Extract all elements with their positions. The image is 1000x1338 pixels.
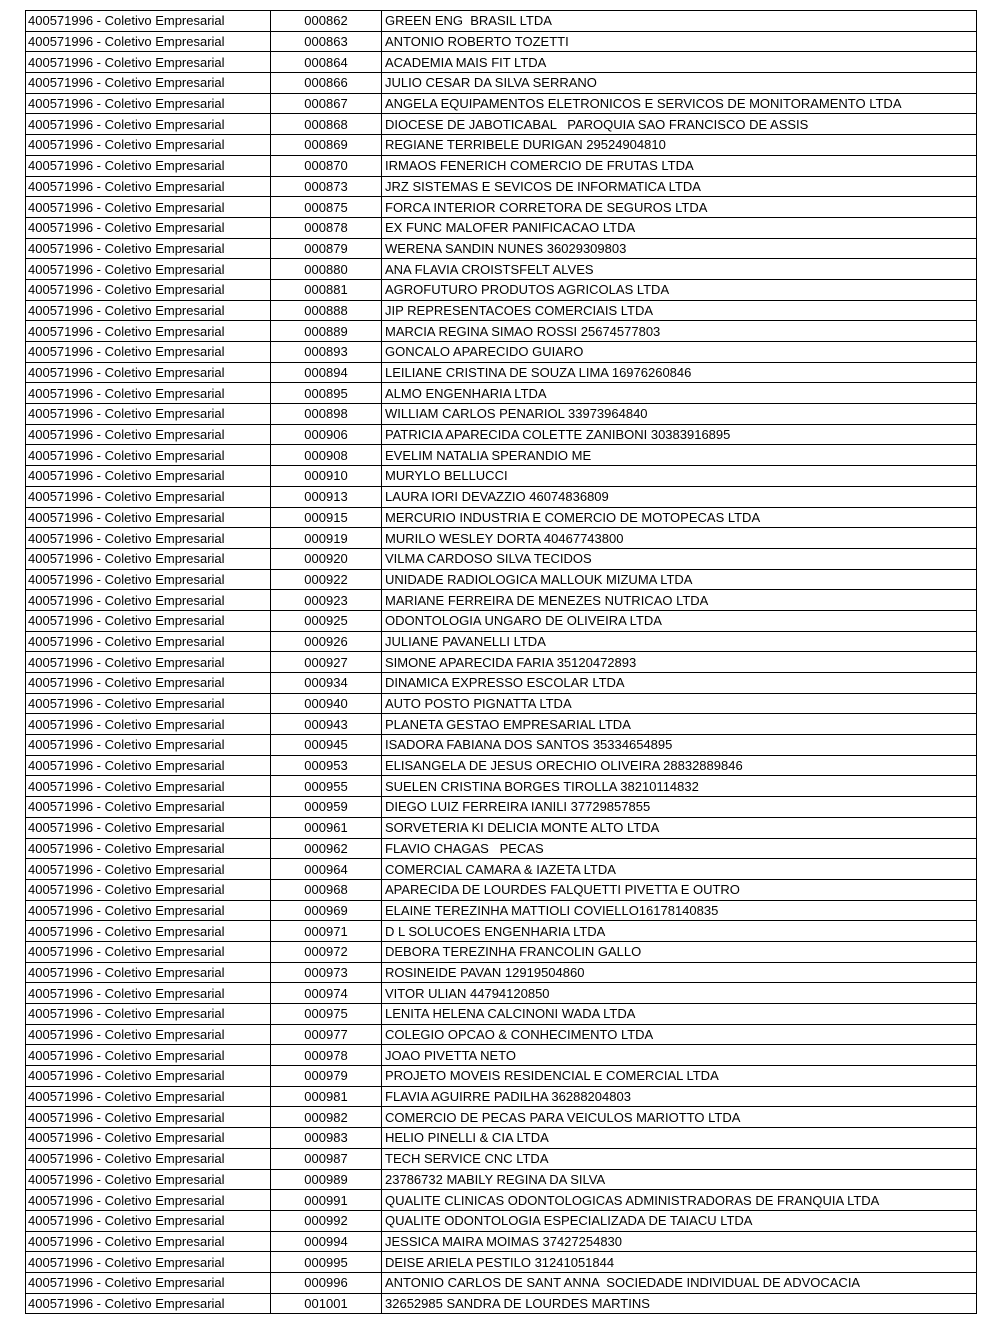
code-cell: 000972: [271, 941, 382, 962]
table-row: [26, 362, 977, 383]
code-cell: 000959: [271, 797, 382, 818]
plan-cell: 400571996 - Coletivo Empresarial: [26, 1066, 271, 1087]
code-cell: 000927: [271, 652, 382, 673]
plan-cell: 400571996 - Coletivo Empresarial: [26, 321, 271, 342]
table-row: [26, 962, 977, 983]
plan-cell: 400571996 - Coletivo Empresarial: [26, 114, 271, 135]
name-cell: 23786732 MABILY REGINA DA SILVA: [382, 1169, 977, 1190]
table-row: [26, 921, 977, 942]
name-cell: EVELIM NATALIA SPERANDIO ME: [382, 445, 977, 466]
name-cell: FLAVIO CHAGAS PECAS: [382, 838, 977, 859]
table-row: [26, 610, 977, 631]
table-row: [26, 735, 977, 756]
code-cell: 000867: [271, 93, 382, 114]
table-row: [26, 1004, 977, 1025]
table-row: [26, 52, 977, 73]
plan-cell: 400571996 - Coletivo Empresarial: [26, 11, 271, 32]
plan-cell: 400571996 - Coletivo Empresarial: [26, 735, 271, 756]
code-cell: 000945: [271, 735, 382, 756]
table-row: [26, 1128, 977, 1149]
code-cell: 000974: [271, 983, 382, 1004]
plan-cell: 400571996 - Coletivo Empresarial: [26, 1231, 271, 1252]
table-row: [26, 776, 977, 797]
table-row: [26, 424, 977, 445]
name-cell: LEILIANE CRISTINA DE SOUZA LIMA 16976260846: [382, 362, 977, 383]
name-cell: JULIO CESAR DA SILVA SERRANO: [382, 73, 977, 94]
name-cell: VILMA CARDOSO SILVA TECIDOS: [382, 548, 977, 569]
plan-cell: 400571996 - Coletivo Empresarial: [26, 31, 271, 52]
table-row: [26, 300, 977, 321]
table-row: [26, 1066, 977, 1087]
name-cell: GONCALO APARECIDO GUIARO: [382, 342, 977, 363]
name-cell: QUALITE CLINICAS ODONTOLOGICAS ADMINISTRADORAS DE FRANQUIA LTDA: [382, 1190, 977, 1211]
code-cell: 000864: [271, 52, 382, 73]
plan-cell: 400571996 - Coletivo Empresarial: [26, 776, 271, 797]
name-cell: ROSINEIDE PAVAN 12919504860: [382, 962, 977, 983]
code-cell: 000981: [271, 1086, 382, 1107]
code-cell: 000910: [271, 466, 382, 487]
plan-cell: 400571996 - Coletivo Empresarial: [26, 1210, 271, 1231]
plan-cell: 400571996 - Coletivo Empresarial: [26, 673, 271, 694]
table-row: [26, 1148, 977, 1169]
name-cell: APARECIDA DE LOURDES FALQUETTI PIVETTA E OUTRO: [382, 879, 977, 900]
name-cell: DEISE ARIELA PESTILO 31241051844: [382, 1252, 977, 1273]
code-cell: 000879: [271, 238, 382, 259]
code-cell: 000992: [271, 1210, 382, 1231]
code-cell: 000979: [271, 1066, 382, 1087]
plan-cell: 400571996 - Coletivo Empresarial: [26, 342, 271, 363]
table-row: [26, 279, 977, 300]
name-cell: DIEGO LUIZ FERREIRA IANILI 37729857855: [382, 797, 977, 818]
name-cell: ANTONIO ROBERTO TOZETTI: [382, 31, 977, 52]
table-row: [26, 1210, 977, 1231]
plan-cell: 400571996 - Coletivo Empresarial: [26, 1272, 271, 1293]
code-cell: 000920: [271, 548, 382, 569]
table-row: [26, 404, 977, 425]
plan-cell: 400571996 - Coletivo Empresarial: [26, 962, 271, 983]
name-cell: LAURA IORI DEVAZZIO 46074836809: [382, 486, 977, 507]
plan-cell: 400571996 - Coletivo Empresarial: [26, 362, 271, 383]
name-cell: VITOR ULIAN 44794120850: [382, 983, 977, 1004]
name-cell: COLEGIO OPCAO & CONHECIMENTO LTDA: [382, 1024, 977, 1045]
name-cell: MERCURIO INDUSTRIA E COMERCIO DE MOTOPECAS LTDA: [382, 507, 977, 528]
code-cell: 000893: [271, 342, 382, 363]
table-row: [26, 1293, 977, 1314]
table-row: [26, 900, 977, 921]
code-cell: 000868: [271, 114, 382, 135]
plan-cell: 400571996 - Coletivo Empresarial: [26, 838, 271, 859]
code-cell: 000870: [271, 155, 382, 176]
plan-cell: 400571996 - Coletivo Empresarial: [26, 300, 271, 321]
table-row: [26, 73, 977, 94]
name-cell: TECH SERVICE CNC LTDA: [382, 1148, 977, 1169]
plan-cell: 400571996 - Coletivo Empresarial: [26, 1252, 271, 1273]
name-cell: EX FUNC MALOFER PANIFICACAO LTDA: [382, 217, 977, 238]
plan-cell: 400571996 - Coletivo Empresarial: [26, 259, 271, 280]
code-cell: 000922: [271, 569, 382, 590]
table-row: [26, 321, 977, 342]
code-cell: 000995: [271, 1252, 382, 1273]
plan-cell: 400571996 - Coletivo Empresarial: [26, 590, 271, 611]
name-cell: JRZ SISTEMAS E SEVICOS DE INFORMATICA LTDA: [382, 176, 977, 197]
table-row: [26, 631, 977, 652]
table-row: [26, 259, 977, 280]
name-cell: JESSICA MAIRA MOIMAS 37427254830: [382, 1231, 977, 1252]
name-cell: AUTO POSTO PIGNATTA LTDA: [382, 693, 977, 714]
name-cell: ACADEMIA MAIS FIT LTDA: [382, 52, 977, 73]
name-cell: DEBORA TEREZINHA FRANCOLIN GALLO: [382, 941, 977, 962]
name-cell: MURYLO BELLUCCI: [382, 466, 977, 487]
code-cell: 000925: [271, 610, 382, 631]
code-cell: 000975: [271, 1004, 382, 1025]
plan-cell: 400571996 - Coletivo Empresarial: [26, 1086, 271, 1107]
plan-cell: 400571996 - Coletivo Empresarial: [26, 1128, 271, 1149]
plan-cell: 400571996 - Coletivo Empresarial: [26, 1004, 271, 1025]
name-cell: REGIANE TERRIBELE DURIGAN 29524904810: [382, 135, 977, 156]
name-cell: ANGELA EQUIPAMENTOS ELETRONICOS E SERVICOS DE MONITORAMENTO LTDA: [382, 93, 977, 114]
plan-cell: 400571996 - Coletivo Empresarial: [26, 693, 271, 714]
table-row: [26, 548, 977, 569]
code-cell: 000889: [271, 321, 382, 342]
code-cell: 000934: [271, 673, 382, 694]
code-cell: 000881: [271, 279, 382, 300]
name-cell: IRMAOS FENERICH COMERCIO DE FRUTAS LTDA: [382, 155, 977, 176]
name-cell: GREEN ENG BRASIL LTDA: [382, 11, 977, 32]
code-cell: 000982: [271, 1107, 382, 1128]
name-cell: ISADORA FABIANA DOS SANTOS 35334654895: [382, 735, 977, 756]
code-cell: 000971: [271, 921, 382, 942]
table-row: [26, 197, 977, 218]
code-cell: 000869: [271, 135, 382, 156]
plan-cell: 400571996 - Coletivo Empresarial: [26, 507, 271, 528]
plan-cell: 400571996 - Coletivo Empresarial: [26, 879, 271, 900]
table-row: [26, 31, 977, 52]
name-cell: WERENA SANDIN NUNES 36029309803: [382, 238, 977, 259]
code-cell: 000978: [271, 1045, 382, 1066]
name-cell: JIP REPRESENTACOES COMERCIAIS LTDA: [382, 300, 977, 321]
name-cell: 32652985 SANDRA DE LOURDES MARTINS: [382, 1293, 977, 1314]
code-cell: 000906: [271, 424, 382, 445]
plan-cell: 400571996 - Coletivo Empresarial: [26, 859, 271, 880]
plan-cell: 400571996 - Coletivo Empresarial: [26, 755, 271, 776]
table-row: [26, 859, 977, 880]
table-row: [26, 507, 977, 528]
code-cell: 000866: [271, 73, 382, 94]
table-row: [26, 11, 977, 32]
name-cell: PATRICIA APARECIDA COLETTE ZANIBONI 30383916895: [382, 424, 977, 445]
table-row: [26, 1045, 977, 1066]
plan-cell: 400571996 - Coletivo Empresarial: [26, 466, 271, 487]
code-cell: 000968: [271, 879, 382, 900]
table-row: [26, 673, 977, 694]
plan-cell: 400571996 - Coletivo Empresarial: [26, 135, 271, 156]
code-cell: 000973: [271, 962, 382, 983]
plan-cell: 400571996 - Coletivo Empresarial: [26, 817, 271, 838]
name-cell: DIOCESE DE JABOTICABAL PAROQUIA SAO FRANCISCO DE ASSIS: [382, 114, 977, 135]
plan-cell: 400571996 - Coletivo Empresarial: [26, 176, 271, 197]
name-cell: ELISANGELA DE JESUS ORECHIO OLIVEIRA 28832889846: [382, 755, 977, 776]
table-row: [26, 155, 977, 176]
table-row: [26, 528, 977, 549]
name-cell: MURILO WESLEY DORTA 40467743800: [382, 528, 977, 549]
plan-cell: 400571996 - Coletivo Empresarial: [26, 445, 271, 466]
table-row: [26, 1190, 977, 1211]
name-cell: HELIO PINELLI & CIA LTDA: [382, 1128, 977, 1149]
table-row: [26, 93, 977, 114]
plan-cell: 400571996 - Coletivo Empresarial: [26, 1024, 271, 1045]
table-row: [26, 879, 977, 900]
name-cell: PROJETO MOVEIS RESIDENCIAL E COMERCIAL LTDA: [382, 1066, 977, 1087]
plan-cell: 400571996 - Coletivo Empresarial: [26, 652, 271, 673]
table-row: [26, 217, 977, 238]
plan-cell: 400571996 - Coletivo Empresarial: [26, 52, 271, 73]
table-row: [26, 135, 977, 156]
code-cell: 000923: [271, 590, 382, 611]
table-row: [26, 797, 977, 818]
plan-cell: 400571996 - Coletivo Empresarial: [26, 197, 271, 218]
code-cell: 000991: [271, 1190, 382, 1211]
name-cell: JULIANE PAVANELLI LTDA: [382, 631, 977, 652]
table-row: [26, 342, 977, 363]
name-cell: ANA FLAVIA CROISTSFELT ALVES: [382, 259, 977, 280]
table-row: [26, 1024, 977, 1045]
table-row: [26, 1252, 977, 1273]
code-cell: 000962: [271, 838, 382, 859]
plan-cell: 400571996 - Coletivo Empresarial: [26, 1293, 271, 1314]
code-cell: 000873: [271, 176, 382, 197]
name-cell: PLANETA GESTAO EMPRESARIAL LTDA: [382, 714, 977, 735]
code-cell: 000875: [271, 197, 382, 218]
name-cell: MARCIA REGINA SIMAO ROSSI 25674577803: [382, 321, 977, 342]
table-row: [26, 466, 977, 487]
table-row: [26, 983, 977, 1004]
plan-cell: 400571996 - Coletivo Empresarial: [26, 1107, 271, 1128]
plan-cell: 400571996 - Coletivo Empresarial: [26, 921, 271, 942]
code-cell: 000969: [271, 900, 382, 921]
plan-cell: 400571996 - Coletivo Empresarial: [26, 486, 271, 507]
name-cell: DINAMICA EXPRESSO ESCOLAR LTDA: [382, 673, 977, 694]
table-row: [26, 486, 977, 507]
name-cell: UNIDADE RADIOLOGICA MALLOUK MIZUMA LTDA: [382, 569, 977, 590]
plan-cell: 400571996 - Coletivo Empresarial: [26, 941, 271, 962]
code-cell: 000915: [271, 507, 382, 528]
plan-cell: 400571996 - Coletivo Empresarial: [26, 238, 271, 259]
name-cell: FLAVIA AGUIRRE PADILHA 36288204803: [382, 1086, 977, 1107]
code-cell: 000987: [271, 1148, 382, 1169]
plan-cell: 400571996 - Coletivo Empresarial: [26, 93, 271, 114]
plan-cell: 400571996 - Coletivo Empresarial: [26, 155, 271, 176]
name-cell: SUELEN CRISTINA BORGES TIROLLA 38210114832: [382, 776, 977, 797]
code-cell: 001001: [271, 1293, 382, 1314]
table-row: [26, 941, 977, 962]
code-cell: 000964: [271, 859, 382, 880]
name-cell: SORVETERIA KI DELICIA MONTE ALTO LTDA: [382, 817, 977, 838]
plan-cell: 400571996 - Coletivo Empresarial: [26, 383, 271, 404]
code-cell: 000863: [271, 31, 382, 52]
plan-cell: 400571996 - Coletivo Empresarial: [26, 983, 271, 1004]
code-cell: 000953: [271, 755, 382, 776]
plan-cell: 400571996 - Coletivo Empresarial: [26, 569, 271, 590]
name-cell: MARIANE FERREIRA DE MENEZES NUTRICAO LTDA: [382, 590, 977, 611]
name-cell: SIMONE APARECIDA FARIA 35120472893: [382, 652, 977, 673]
table-row: [26, 238, 977, 259]
name-cell: WILLIAM CARLOS PENARIOL 33973964840: [382, 404, 977, 425]
table-row: [26, 693, 977, 714]
code-cell: 000994: [271, 1231, 382, 1252]
table-row: [26, 838, 977, 859]
code-cell: 000961: [271, 817, 382, 838]
plan-cell: 400571996 - Coletivo Empresarial: [26, 610, 271, 631]
code-cell: 000977: [271, 1024, 382, 1045]
table-row: [26, 1169, 977, 1190]
table-row: [26, 445, 977, 466]
name-cell: ODONTOLOGIA UNGARO DE OLIVEIRA LTDA: [382, 610, 977, 631]
plan-cell: 400571996 - Coletivo Empresarial: [26, 714, 271, 735]
name-cell: QUALITE ODONTOLOGIA ESPECIALIZADA DE TAIACU LTDA: [382, 1210, 977, 1231]
plan-cell: 400571996 - Coletivo Empresarial: [26, 1045, 271, 1066]
code-cell: 000983: [271, 1128, 382, 1149]
table-row: [26, 652, 977, 673]
plan-cell: 400571996 - Coletivo Empresarial: [26, 404, 271, 425]
table-row: [26, 569, 977, 590]
plan-cell: 400571996 - Coletivo Empresarial: [26, 1169, 271, 1190]
code-cell: 000919: [271, 528, 382, 549]
plan-cell: 400571996 - Coletivo Empresarial: [26, 797, 271, 818]
table-row: [26, 714, 977, 735]
name-cell: LENITA HELENA CALCINONI WADA LTDA: [382, 1004, 977, 1025]
table-row: [26, 755, 977, 776]
plan-cell: 400571996 - Coletivo Empresarial: [26, 631, 271, 652]
name-cell: ELAINE TEREZINHA MATTIOLI COVIELLO16178140835: [382, 900, 977, 921]
name-cell: COMERCIAL CAMARA & IAZETA LTDA: [382, 859, 977, 880]
code-cell: 000908: [271, 445, 382, 466]
table-row: [26, 817, 977, 838]
table-row: [26, 176, 977, 197]
code-cell: 000862: [271, 11, 382, 32]
plan-cell: 400571996 - Coletivo Empresarial: [26, 528, 271, 549]
plan-cell: 400571996 - Coletivo Empresarial: [26, 900, 271, 921]
code-cell: 000989: [271, 1169, 382, 1190]
code-cell: 000940: [271, 693, 382, 714]
table-row: [26, 1231, 977, 1252]
name-cell: ALMO ENGENHARIA LTDA: [382, 383, 977, 404]
code-cell: 000943: [271, 714, 382, 735]
table-row: [26, 1086, 977, 1107]
plan-cell: 400571996 - Coletivo Empresarial: [26, 424, 271, 445]
code-cell: 000895: [271, 383, 382, 404]
contracts-table: [25, 10, 977, 1314]
plan-cell: 400571996 - Coletivo Empresarial: [26, 1148, 271, 1169]
plan-cell: 400571996 - Coletivo Empresarial: [26, 279, 271, 300]
name-cell: COMERCIO DE PECAS PARA VEICULOS MARIOTTO LTDA: [382, 1107, 977, 1128]
code-cell: 000894: [271, 362, 382, 383]
table-row: [26, 1107, 977, 1128]
code-cell: 000926: [271, 631, 382, 652]
contracts-table-body: [26, 11, 977, 1314]
table-row: [26, 590, 977, 611]
plan-cell: 400571996 - Coletivo Empresarial: [26, 548, 271, 569]
code-cell: 000880: [271, 259, 382, 280]
code-cell: 000898: [271, 404, 382, 425]
table-row: [26, 114, 977, 135]
plan-cell: 400571996 - Coletivo Empresarial: [26, 217, 271, 238]
name-cell: AGROFUTURO PRODUTOS AGRICOLAS LTDA: [382, 279, 977, 300]
name-cell: JOAO PIVETTA NETO: [382, 1045, 977, 1066]
plan-cell: 400571996 - Coletivo Empresarial: [26, 1190, 271, 1211]
name-cell: ANTONIO CARLOS DE SANT ANNA SOCIEDADE INDIVIDUAL DE ADVOCACIA: [382, 1272, 977, 1293]
plan-cell: 400571996 - Coletivo Empresarial: [26, 73, 271, 94]
table-row: [26, 383, 977, 404]
table-row: [26, 1272, 977, 1293]
code-cell: 000996: [271, 1272, 382, 1293]
code-cell: 000913: [271, 486, 382, 507]
code-cell: 000955: [271, 776, 382, 797]
name-cell: FORCA INTERIOR CORRETORA DE SEGUROS LTDA: [382, 197, 977, 218]
name-cell: D L SOLUCOES ENGENHARIA LTDA: [382, 921, 977, 942]
code-cell: 000888: [271, 300, 382, 321]
code-cell: 000878: [271, 217, 382, 238]
